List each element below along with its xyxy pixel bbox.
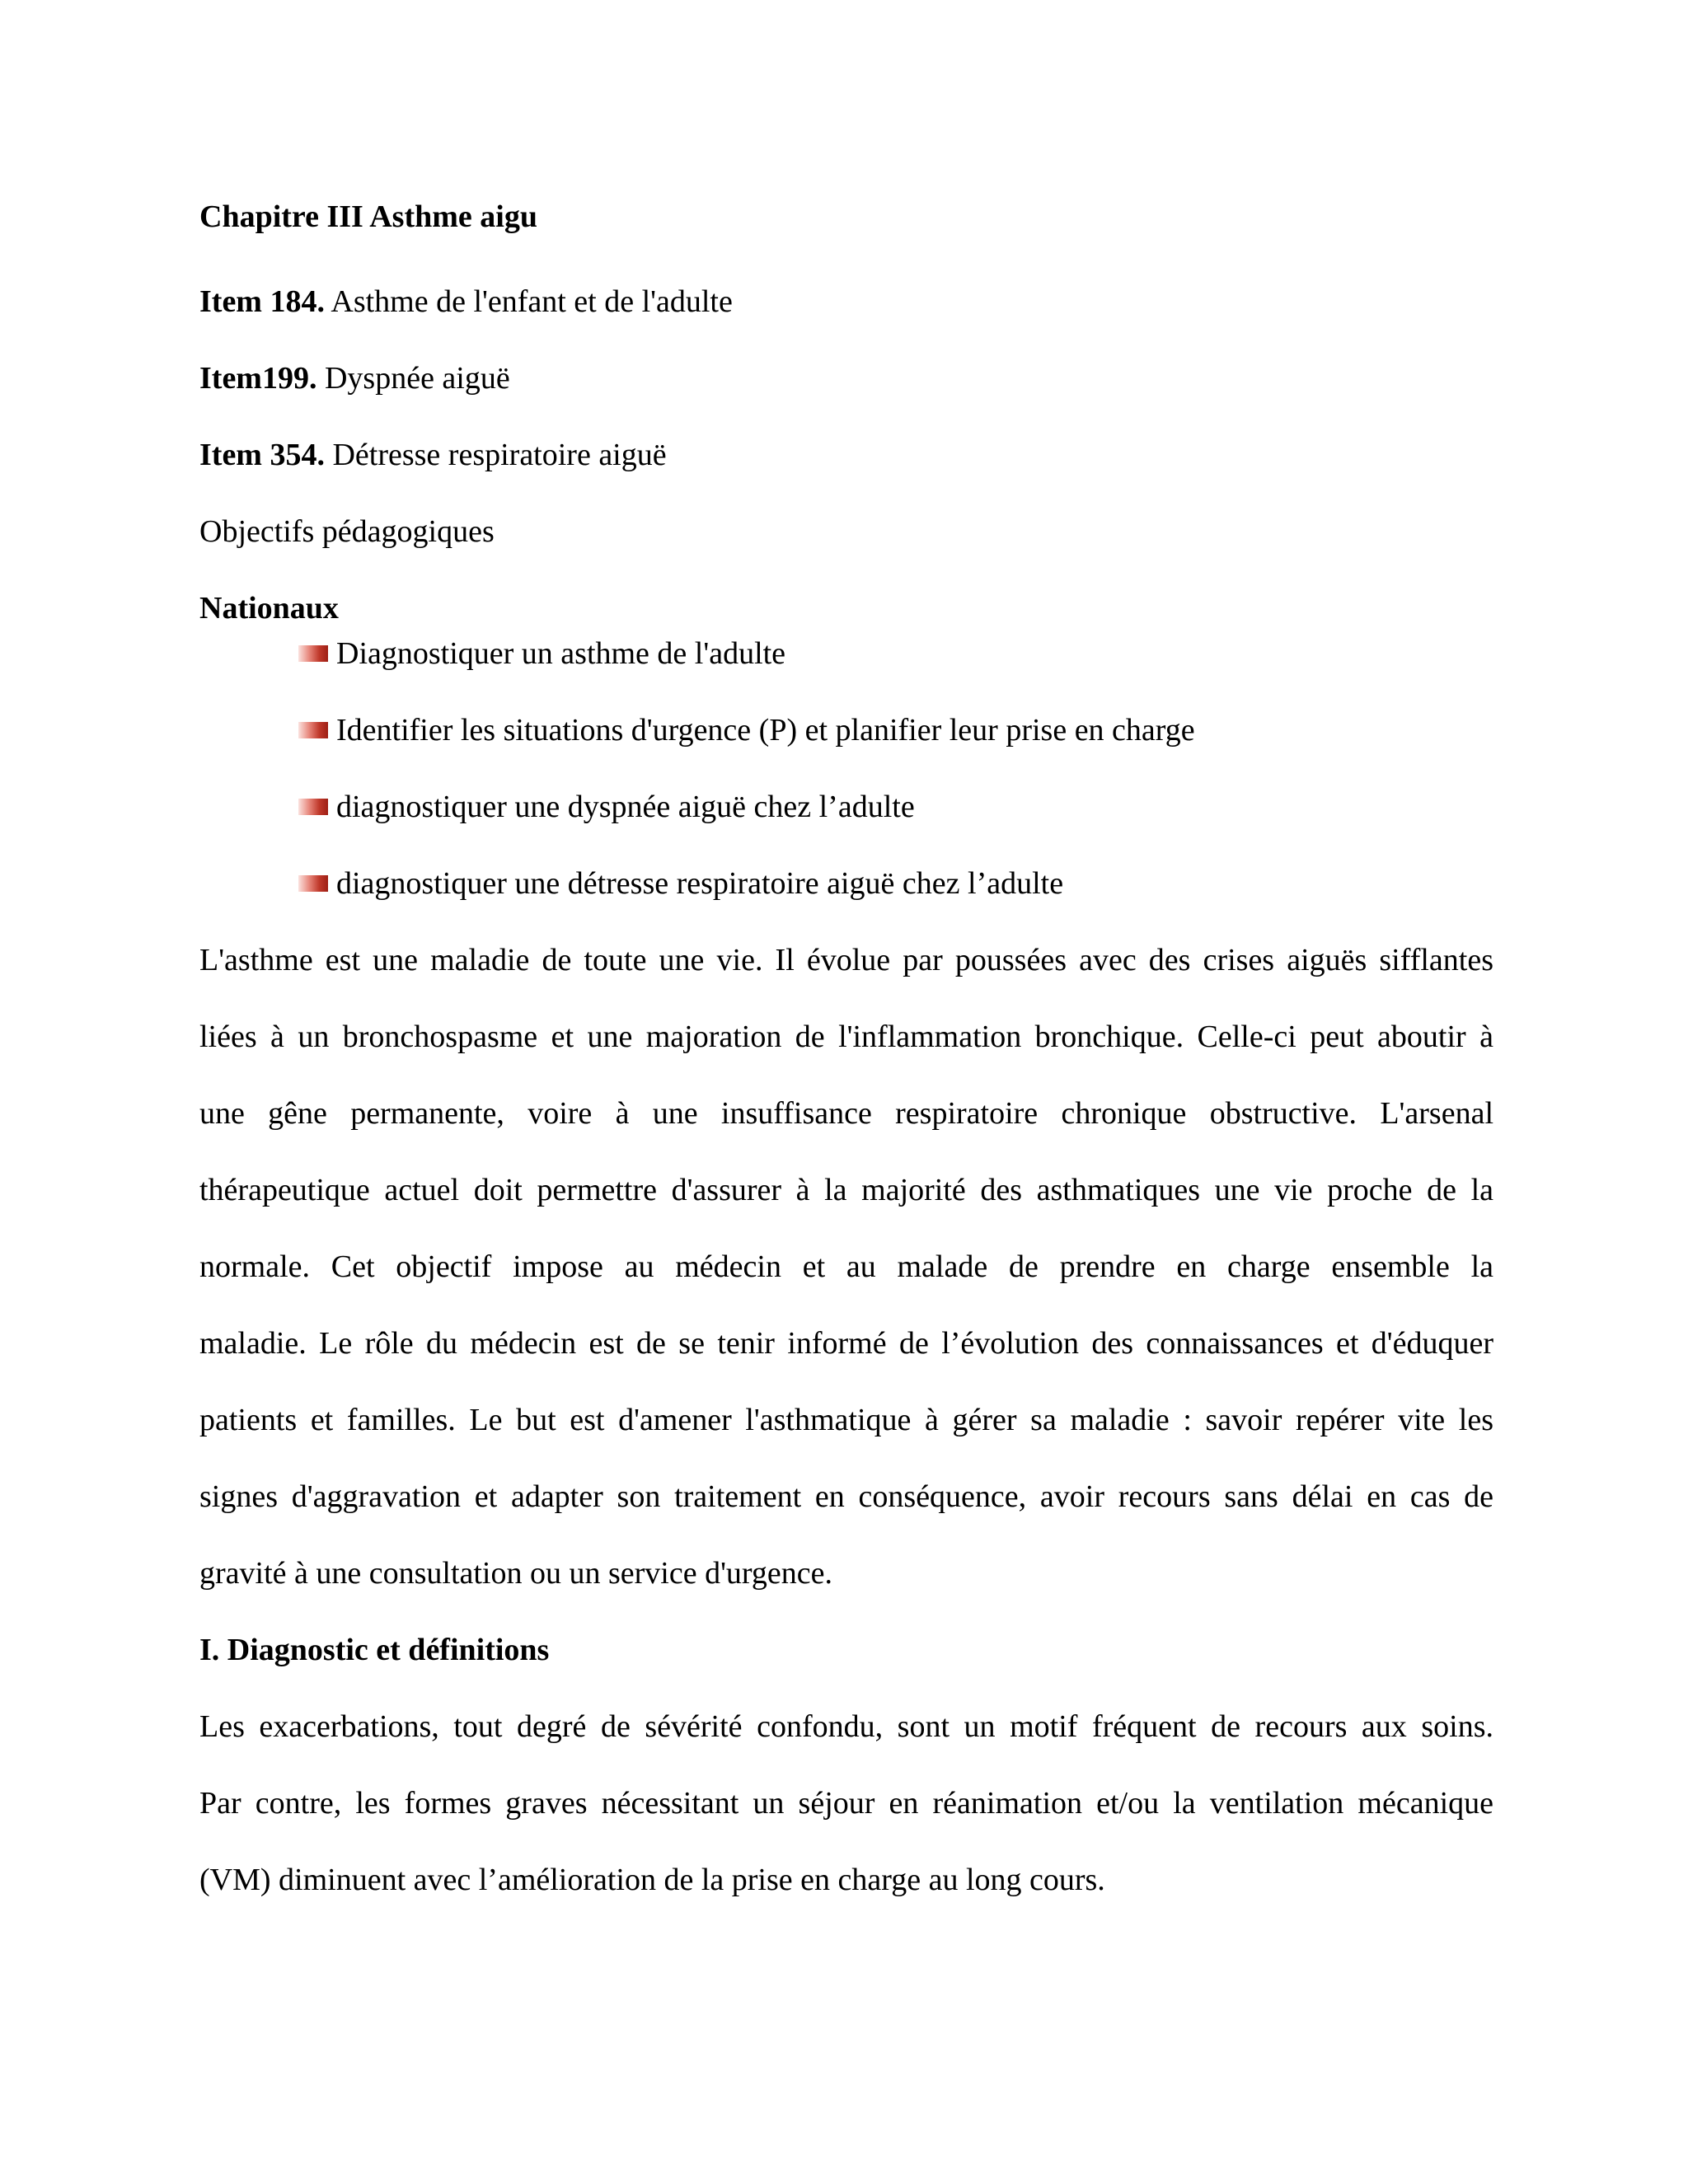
objective-item [298, 788, 915, 826]
intro-line: signes d'aggravation et adapter son traitement en conséquence, avoir recours sans délai en cas de [199, 1479, 1493, 1514]
intro-line: liées à un bronchospasme et une majoration de l'inflammation bronchique. Celle-ci peut aboutir à [199, 1019, 1493, 1054]
intro-line: L'asthme est une maladie de toute une vie. Il évolue par poussées avec des crises aiguës sifflantes [199, 943, 1493, 977]
bullet-square-icon [298, 799, 328, 815]
objective-item [298, 635, 785, 673]
objective-item [298, 711, 1195, 749]
item-label: Item 184. [199, 284, 325, 319]
item-line [199, 359, 510, 397]
section-line: (VM) diminuent avec l’amélioration de la prise en charge au long cours. [199, 1863, 1105, 1897]
section-line: Les exacerbations, tout degré de sévérité confondu, sont un motif fréquent de recours aux soins. [199, 1709, 1493, 1744]
objective-text: Diagnostiquer un asthme de l'adulte [336, 636, 786, 671]
objective-text: diagnostiquer une détresse respiratoire aiguë chez l’adulte [336, 866, 1064, 901]
objectives-heading: Objectifs pédagogiques [199, 514, 495, 549]
item-text: Asthme de l'enfant et de l'adulte [324, 284, 733, 319]
objective-text: Identifier les situations d'urgence (P) et planifier leur prise en charge [336, 713, 1195, 748]
item-text: Dyspnée aiguë [316, 361, 510, 396]
item-label: Item 354. [199, 438, 325, 472]
intro-line: patients et familles. Le but est d'amener l'asthmatique à gérer sa maladie : savoir repérer vite les [199, 1403, 1493, 1437]
intro-line: gravité à une consultation ou un service d'urgence. [199, 1556, 832, 1591]
bullet-square-icon [298, 645, 328, 662]
item-line [199, 436, 667, 474]
item-text: Détresse respiratoire aiguë [324, 438, 667, 472]
intro-line: maladie. Le rôle du médecin est de se tenir informé de l’évolution des connaissances et d'éduquer [199, 1326, 1493, 1361]
intro-line: thérapeutique actuel doit permettre d'assurer à la majorité des asthmatiques une vie proche de la [199, 1173, 1493, 1207]
nationaux-heading: Nationaux [199, 591, 339, 626]
item-line [199, 283, 733, 321]
bullet-square-icon [298, 722, 328, 738]
bullet-square-icon [298, 875, 328, 892]
chapter-title: Chapitre III Asthme aigu [199, 199, 537, 234]
intro-line: une gêne permanente, voire à une insuffisance respiratoire chronique obstructive. L'arsenal [199, 1096, 1493, 1131]
section-line: Par contre, les formes graves nécessitant un séjour en réanimation et/ou la ventilation mécanique [199, 1786, 1493, 1821]
objective-item [298, 865, 1063, 902]
intro-line: normale. Cet objectif impose au médecin et au malade de prendre en charge ensemble la [199, 1249, 1493, 1284]
objective-text: diagnostiquer une dyspnée aiguë chez l’adulte [336, 790, 915, 824]
item-label: Item199. [199, 361, 317, 396]
section-heading: I. Diagnostic et définitions [199, 1633, 550, 1667]
